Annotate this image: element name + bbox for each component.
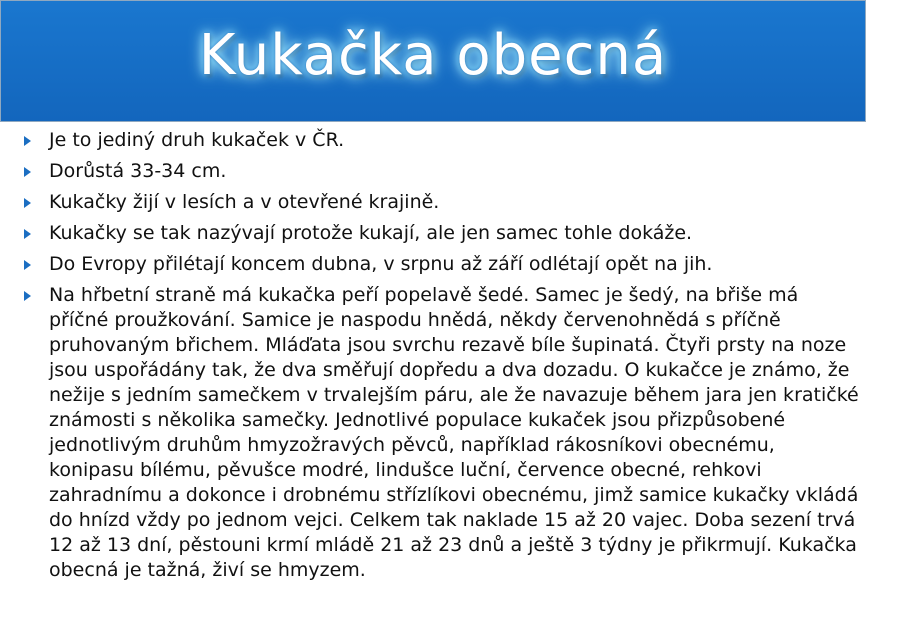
bullet-triangle-icon xyxy=(24,260,31,270)
bullet-item xyxy=(20,190,860,215)
bullet-text: Kukačky se tak nazývají protože kukají, ale jen samec tohle dokáže. xyxy=(49,222,693,244)
bullet-triangle-icon xyxy=(24,229,31,239)
bullet-triangle-icon xyxy=(24,167,31,177)
bullet-list xyxy=(20,128,860,589)
bullet-item xyxy=(20,221,860,246)
bullet-item xyxy=(20,252,860,277)
bullet-item xyxy=(20,159,860,184)
bullet-text: Dorůstá 33-34 cm. xyxy=(49,160,227,182)
bullet-triangle-icon xyxy=(24,136,31,146)
bullet-triangle-icon xyxy=(24,291,31,301)
title-banner xyxy=(0,0,866,122)
slide-title: Kukačka obecná xyxy=(198,22,668,88)
bullet-text: Na hřbetní straně má kukačka peří popelavě šedé. Samec je šedý, na břiše má příčné proužkování. Samice je naspodu hnědá, někdy červenohnědá s příčně pruhovaným břichem. Mláďata jsou svrchu rezavě bíle šupinatá. Čtyři prsty na noze jsou uspořádány tak, že dva směřují dopředu a dva dozadu. O kukačce je známo, že nežije s jedním samečkem v trvalejším páru, ale že navazuje během jara jen kratičké známosti s několika samečky. Jednotlivé populace kukaček jsou přizpůsobené jednotlivým druhům hmyzožravých pěvců, například rákosníkovi obecnému, konipasu bílému, pěvušce modré, lindušce luční, července obecné, rehkovi zahradnímu a dokonce i drobnému střízlíkovi obecnému, jimž samice kukačky vkládá do hnízd vždy po jednom vejci. Celkem tak naklade 15 až 20 vajec. Doba sezení trvá 12 až 13 dní, pěstouni krmí mládě 21 až 23 dnů a ještě 3 týdny je přikrmují. Kukačka obecná je tažná, živí se hmyzem. xyxy=(49,284,859,581)
bullet-triangle-icon xyxy=(24,198,31,208)
bullet-text: Kukačky žijí v lesích a v otevřené krajině. xyxy=(49,191,440,213)
bullet-text: Je to jediný druh kukaček v ČR. xyxy=(49,129,345,151)
bullet-item xyxy=(20,128,860,153)
bullet-text: Do Evropy přilétají koncem dubna, v srpnu až září odlétají opět na jih. xyxy=(49,253,713,275)
bullet-item xyxy=(20,283,860,583)
